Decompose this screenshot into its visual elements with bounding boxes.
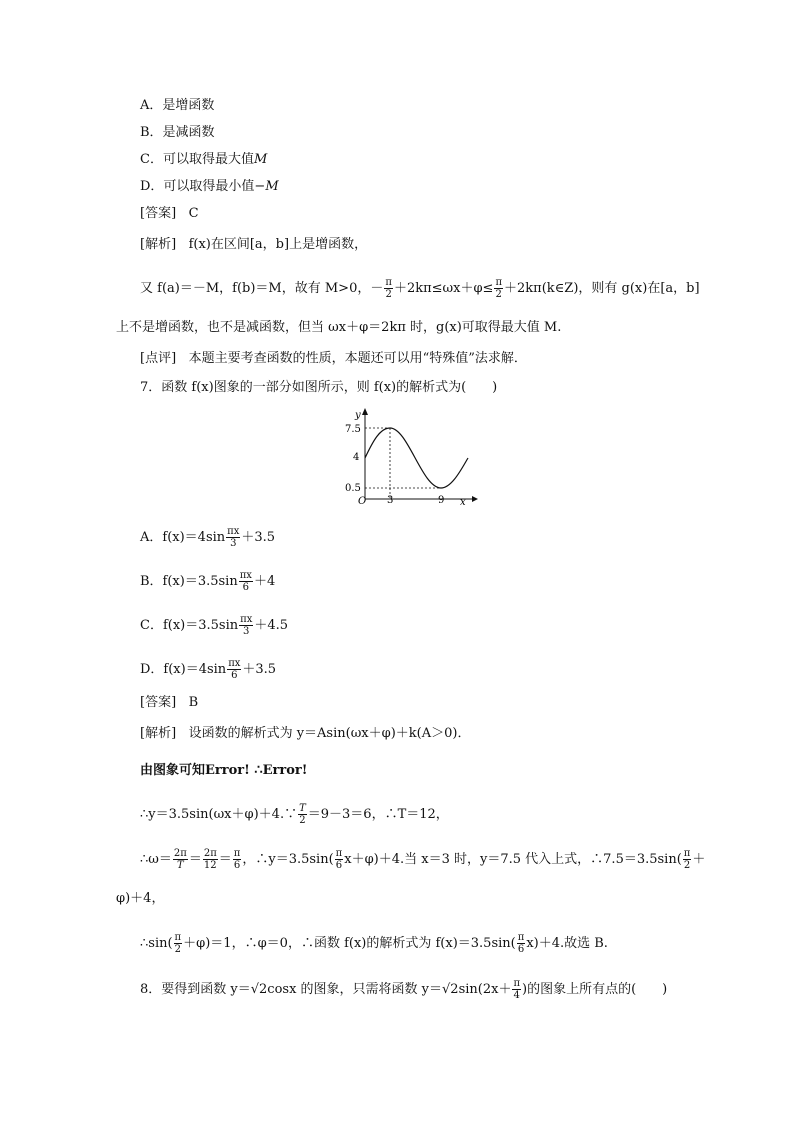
q7-analysis-line2: 由图象可知Error! ∴Error!	[140, 763, 308, 778]
q7-analysis-text6a: ∴sin(	[140, 936, 173, 951]
q6-option-c-var: M	[253, 152, 268, 167]
frac-num: πx	[240, 614, 253, 625]
frac-num: π	[495, 277, 503, 288]
x-axis-arrow	[472, 496, 478, 502]
frac-den: T	[177, 860, 184, 871]
q6-answer-label: [答案]	[140, 206, 177, 221]
q7-frac-pi-6-c	[517, 932, 526, 955]
frac-num: π	[385, 277, 392, 288]
q6-analysis-line2	[140, 277, 700, 300]
q7-option-b	[140, 570, 275, 593]
q6-analysis-text2a: 又 f(a)＝－M，f(b)＝M，故有 M>0，－	[140, 281, 384, 296]
q7-eq-1: ＝	[188, 852, 202, 867]
q7-analysis-line1	[140, 726, 471, 742]
q6-analysis-text2c: ＋2kπ(k∈Z)，则有 g(x)在[a，b]	[504, 281, 700, 296]
q8-stem-a: 8．要得到函数 y＝√2cosx 的图象，只需将函数 y＝√2sin(2x＋	[140, 982, 512, 997]
frac-num: π	[335, 848, 343, 859]
frac-num: π	[233, 848, 241, 859]
q6-analysis-text2b: ＋2kπ≤ωx＋φ≤	[393, 281, 494, 296]
frac-num: π	[683, 848, 691, 859]
q7-analysis-text4d: ＋	[692, 852, 706, 867]
frac-den: 6	[233, 860, 241, 871]
y-tick-7-5: 7.5	[345, 424, 361, 435]
q7-analysis-text6c: x)＋4.故选 B.	[526, 936, 608, 951]
q7-analysis-text3b: ＝9－3＝6，∴T＝12，	[307, 807, 449, 822]
q6-option-c-text: C．可以取得最大值	[140, 152, 254, 167]
frac-den: 2	[495, 289, 502, 300]
q7-option-b-frac	[239, 570, 253, 593]
q6-option-d	[140, 179, 279, 195]
q6-option-d-var: M	[265, 179, 279, 194]
q7-option-a	[140, 526, 275, 549]
q6-frac-pi-2-a	[384, 277, 393, 300]
q7-stem: 7．函数 f(x)图象的一部分如图所示，则 f(x)的解析式为( )	[140, 380, 498, 395]
q8-stem-b: )的图象上所有点的( )	[522, 982, 668, 997]
q7-option-c-post: ＋4.5	[254, 618, 289, 633]
q7-analysis-line4	[140, 848, 705, 871]
q7-answer	[140, 695, 198, 711]
frac-num: π	[174, 932, 182, 943]
frac-num: T	[299, 803, 306, 814]
frac-den: 3	[230, 538, 237, 549]
q7-graph	[340, 403, 480, 507]
frac-num: π	[513, 978, 521, 989]
q6-comment	[140, 351, 527, 367]
frac-den: 3	[243, 626, 250, 637]
q7-analysis-text1: 设函数的解析式为 y＝Asin(ωx＋φ)＋k(A＞0)．	[188, 726, 471, 741]
frac-den: 2	[174, 944, 182, 955]
q7-answer-value: B	[188, 695, 199, 710]
frac-den: 4	[513, 990, 520, 1001]
q7-analysis-line3	[140, 803, 449, 826]
frac-den: 6	[242, 582, 250, 593]
frac-num: πx	[239, 570, 252, 581]
frac-num: 2π	[203, 848, 217, 859]
q7-analysis-text6b: ＋φ)＝1，∴φ＝0，∴函数 f(x)的解析式为 f(x)＝3.5sin(	[183, 936, 516, 951]
q7-frac-pi-2-c	[174, 932, 183, 955]
q7-eq-2: ＝	[218, 852, 232, 867]
q6-answer-value: C	[188, 206, 199, 221]
q7-option-c-frac	[239, 614, 253, 637]
q6-analysis-text1: f(x)在区间[a，b]上是增函数，	[188, 237, 368, 252]
q6-answer	[140, 206, 199, 222]
q7-analysis-text4a: ∴ω＝	[140, 852, 172, 867]
q7-analysis-line6	[140, 932, 608, 955]
q6-option-c	[140, 152, 267, 168]
frac-den: 12	[203, 860, 217, 871]
y-axis-arrow	[362, 408, 368, 415]
q6-analysis-label: [解析]	[140, 237, 177, 252]
frac-den: 6	[517, 944, 525, 955]
q6-option-d-text: D．可以取得最小值−	[140, 179, 266, 194]
frac-den: 6	[335, 860, 343, 871]
sine-curve	[365, 428, 468, 488]
q7-answer-label: [答案]	[140, 695, 177, 710]
q8-stem	[140, 978, 667, 1001]
y-tick-0-5: 0.5	[345, 483, 361, 494]
frac-den: 6	[231, 670, 238, 681]
q7-option-c-pre: C．f(x)＝3.5sin	[140, 618, 239, 633]
q7-analysis-label: [解析]	[140, 726, 177, 741]
q7-analysis-text4c: x＋φ)＋4.当 x＝3 时，y＝7.5 代入上式，∴7.5＝3.5sin(	[344, 852, 682, 867]
q7-option-b-pre: B．f(x)＝3.5sin	[140, 574, 238, 589]
q6-comment-text: 本题主要考查函数的性质，本题还可以用“特殊值”法求解．	[188, 351, 527, 366]
x-tick-9: 9	[438, 495, 445, 506]
q7-frac-pi-6-b	[335, 848, 344, 871]
q7-frac-T-2	[298, 803, 307, 826]
q7-option-d-frac	[227, 658, 241, 681]
q7-frac-2pi-T	[173, 848, 188, 871]
q6-analysis-line1	[140, 237, 367, 253]
y-axis-label: y	[355, 410, 361, 421]
q8-frac-pi-4	[512, 978, 521, 1001]
q6-frac-pi-2-b	[494, 277, 503, 300]
y-tick-4: 4	[353, 452, 360, 463]
q7-option-a-post: ＋3.5	[241, 530, 276, 545]
q7-option-a-pre: A．f(x)＝4sin	[140, 530, 226, 545]
x-tick-3: 3	[387, 495, 394, 506]
q6-comment-label: [点评]	[140, 351, 177, 366]
frac-num: π	[517, 932, 525, 943]
frac-num: πx	[228, 658, 241, 669]
q7-option-d-pre: D．f(x)＝4sin	[140, 662, 227, 677]
q7-option-c	[140, 614, 288, 637]
frac-den: 2	[683, 860, 691, 871]
q7-analysis-text4b: ，∴y＝3.5sin(	[242, 852, 334, 867]
origin-label: O	[358, 496, 367, 507]
frac-den: 2	[385, 289, 392, 300]
q7-frac-pi-2	[683, 848, 692, 871]
q7-frac-2pi-12	[203, 848, 218, 871]
frac-den: 2	[299, 815, 306, 826]
q7-frac-pi-6-a	[233, 848, 242, 871]
q6-option-a: A．是增函数	[140, 98, 215, 113]
frac-num: πx	[227, 526, 240, 537]
q6-analysis-line3: 上不是增函数，也不是减函数，但当 ωx＋φ＝2kπ 时，g(x)可取得最大值 M.	[116, 320, 562, 335]
q7-option-b-post: ＋4	[253, 574, 276, 589]
q6-option-b: B．是减函数	[140, 125, 215, 140]
q7-analysis-text3a: ∴y＝3.5sin(ωx＋φ)＋4.∵	[140, 807, 298, 822]
frac-num: 2π	[173, 848, 187, 859]
x-axis-label: x	[460, 497, 466, 507]
q7-option-d	[140, 658, 276, 681]
q7-analysis-line5: φ)＋4，	[116, 891, 165, 906]
q7-option-d-post: ＋3.5	[242, 662, 277, 677]
q7-option-a-frac	[226, 526, 240, 549]
